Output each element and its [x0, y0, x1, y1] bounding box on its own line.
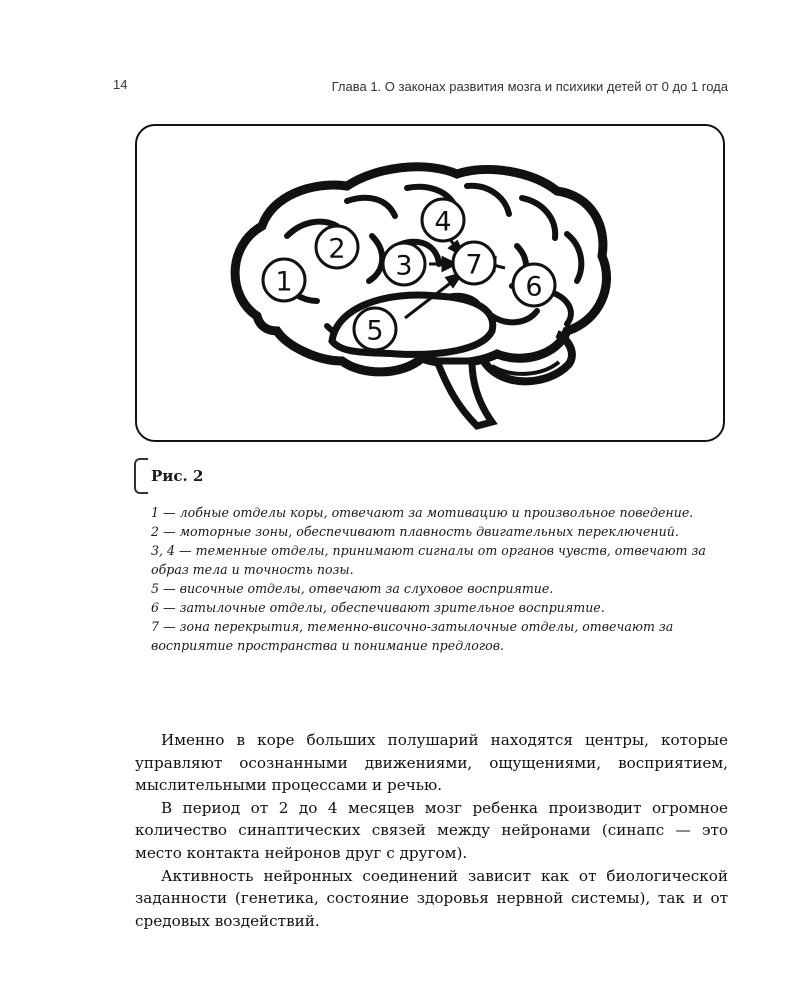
svg-text:1: 1 [275, 266, 293, 298]
label-2 [316, 226, 358, 268]
svg-text:4: 4 [434, 206, 452, 238]
legend-item: 6 — затылочные отделы, обеспечивают зрительное восприятие. [151, 600, 605, 615]
svg-text:2: 2 [328, 233, 346, 265]
svg-text:5: 5 [366, 315, 384, 347]
body-text [135, 729, 728, 932]
running-title: Глава 1. О законах развития мозга и психики детей от 0 до 1 года [331, 79, 728, 94]
caption-bracket [134, 458, 148, 494]
page-number: 14 [113, 77, 128, 92]
paragraph: Именно в коре больших полушарий находятся центры, которые управляют осознанными движениями, ощущениями, восприятием, мыслительными процессами и речью. [135, 731, 728, 795]
svg-text:3: 3 [395, 250, 413, 282]
brain-figure [135, 124, 725, 442]
svg-text:6: 6 [525, 271, 543, 303]
label-3 [383, 243, 425, 285]
label-7 [453, 242, 495, 284]
legend-item: 7 — зона перекрытия, теменно-височно-затылочные отделы, отвечают за восприятие пространства и понимание предлогов. [151, 619, 674, 653]
label-5 [354, 308, 396, 350]
svg-text:7: 7 [465, 249, 483, 281]
paragraph: В период от 2 до 4 месяцев мозг ребенка производит огромное количество синаптических связей между нейронами (синапс — это место контакта нейронов друг с другом). [135, 798, 728, 862]
brain-illustration [137, 126, 727, 444]
paragraph: Активность нейронных соединений зависит как от биологической заданности (генетика, состояние здоровья нервной системы), так и от средовых воздействий. [135, 866, 728, 930]
legend-item: 1 — лобные отделы коры, отвечают за мотивацию и произвольное поведение. [151, 505, 694, 520]
figure-legend [151, 503, 729, 655]
brainstem [437, 361, 492, 426]
figure-caption-title: Рис. 2 [151, 467, 204, 485]
legend-item: 2 — моторные зоны, обеспечивают плавность двигательных переключений. [151, 524, 679, 539]
label-4 [422, 199, 464, 241]
legend-item: 5 — височные отделы, отвечают за слуховое восприятие. [151, 581, 554, 596]
legend-item: 3, 4 — теменные отделы, принимают сигналы от органов чувств, отвечают за образ тела и точность позы. [151, 543, 706, 577]
label-1 [263, 259, 305, 301]
label-6 [513, 264, 555, 306]
